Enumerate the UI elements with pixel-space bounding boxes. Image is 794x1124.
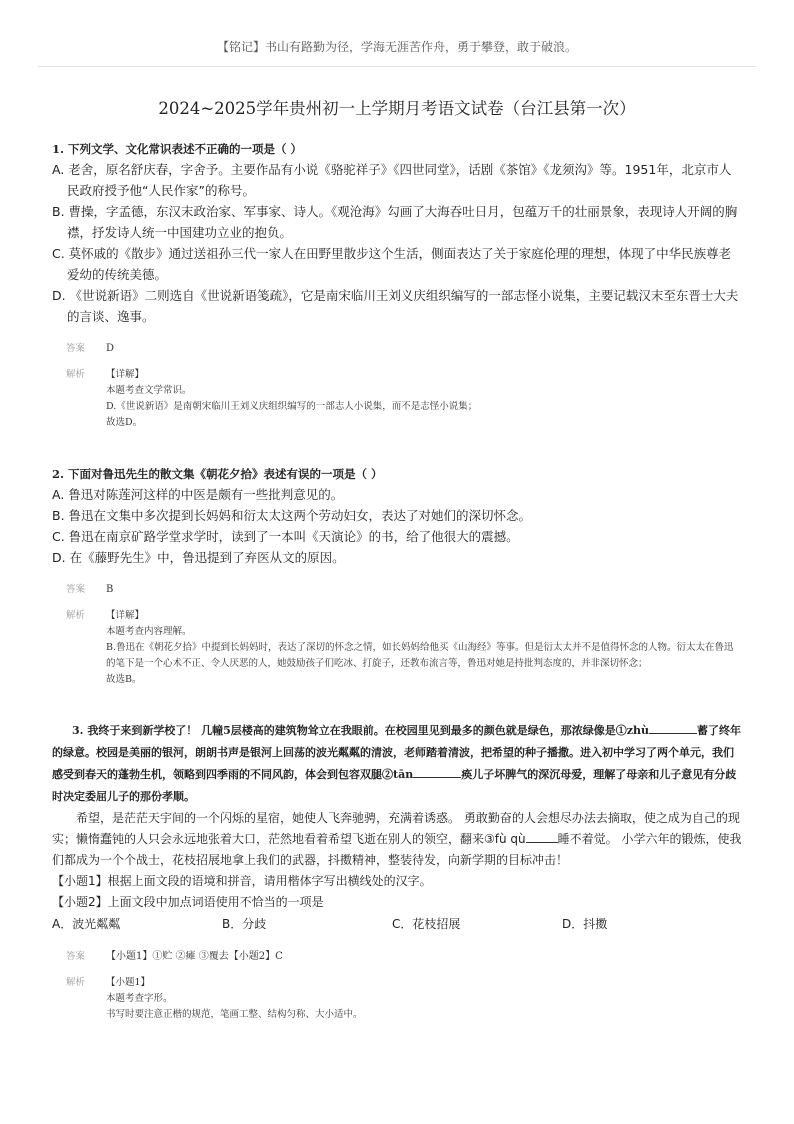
question-3-options xyxy=(52,913,742,935)
question-1-option-d: D. 《世说新语》二则选自《世说新语笺疏》，它是南宋临川王刘义庆组织编写的一部志怪小说集，主要记载汉末至东晋士大夫的言谈、逸事。 xyxy=(52,288,739,324)
analysis-line: 书写时要注意正楷的规范，笔画工整、结构匀称、大小适中。 xyxy=(106,1009,363,1020)
question-2-analysis xyxy=(66,608,742,688)
answer-blank xyxy=(526,830,558,843)
question-1-option-a: A. 老舍，原名舒庆春，字舍予。主要作品有小说《骆驼祥子》《四世同堂》，话剧《茶馆》《龙须沟》等。1951年，北京市人民政府授予他“人民作家”的称号。 xyxy=(52,162,732,198)
answer-value: D xyxy=(106,343,115,354)
question-3-answer xyxy=(66,949,742,965)
question-1-option-b: B. 曹操，字孟德，东汉末政治家、军事家、诗人。《观沧海》勾画了大海吞吐日月，包蕴万千的壮丽景象，表现诗人开阔的胸襟，抒发诗人统一中国建功立业的抱负。 xyxy=(52,204,738,240)
answer-value: B xyxy=(106,584,114,595)
question-2-answer-block xyxy=(66,582,742,688)
answer-blank xyxy=(649,721,697,734)
question-1-answer-block xyxy=(66,341,742,431)
exam-title: 2024~2025学年贵州初一上学期月考语文试卷（台江县第一次） xyxy=(158,99,636,118)
analysis-line: 【详解】 xyxy=(106,610,145,621)
analysis-line: 故选B。 xyxy=(106,674,142,685)
analysis-line: 【详解】 xyxy=(106,369,145,380)
question-2-option-b: B. 鲁迅在文集中多次提到长妈妈和衍太太这两个劳动妇女，表达了对她们的深切怀念。 xyxy=(52,508,532,523)
question-1-option-c: C. 莫怀戚的《散步》通过送祖孙三代一家人在田野里散步这个生活，侧面表达了关于家庭伦理的理想，体现了中华民族尊老爱幼的传统美德。 xyxy=(52,246,732,282)
question-2-option-d: D. 在《藤野先生》中，鲁迅提到了弃医从文的原因。 xyxy=(52,550,345,565)
question-3-sub-2: 【小题2】上面文段中加点词语使用不恰当的一项是 xyxy=(52,895,324,909)
question-3-option-d: D．抖擞 xyxy=(562,917,608,931)
header-motto: 【铭记】书山有路勤为径，学海无涯苦作舟，勇于攀登，敢于破浪。 xyxy=(216,40,577,54)
question-1-analysis xyxy=(66,367,742,431)
question-2 xyxy=(52,465,742,688)
analysis-line: B.鲁迅在《朝花夕拾》中提到长妈妈时，表达了深切的怀念之情，如长妈妈给他买《山海经》等事。但是衍太太并不是值得怀念的人物。衍太太在鲁迅的笔下是一个心术不正、令人厌恶的人，她鼓励孩子们吃冰、打旋子，还教布流言等，鲁迅对她是持批判态度的，并非深切怀念； xyxy=(106,642,734,669)
question-2-option-c: C. 鲁迅在南京矿路学堂求学时，读到了一本叫《天演论》的书，给了他很大的震撼。 xyxy=(52,529,519,544)
analysis-line: 本题考查文学常识。 xyxy=(106,385,192,396)
answer-label: 答案 xyxy=(66,951,86,962)
answer-label: 答案 xyxy=(66,343,86,354)
analysis-label: 解析 xyxy=(66,610,86,621)
question-3 xyxy=(52,720,742,1023)
answer-label: 答案 xyxy=(66,584,86,595)
analysis-line: 【小题1】 xyxy=(106,977,151,988)
question-1-answer xyxy=(66,341,742,357)
question-1 xyxy=(52,140,742,431)
question-3-option-a: A．波光粼粼 xyxy=(52,917,121,931)
question-3-option-b: B．分歧 xyxy=(222,917,267,931)
header-divider xyxy=(38,66,756,67)
analysis-label: 解析 xyxy=(66,977,86,988)
question-3-passage: 希望，是茫茫天宇间的一个闪烁的星宿，她使人飞奔驰骋，充满着诱惑。 勇敢勤奋的人会想尽办法去摘取，使之成为自己的现实；懒惰蠢钝的人只会永远地张着大口，茫然地看着希望飞逝在别人的领空，翻来③fù qù 睡不着觉。 小学六年的锻炼，使我们都成为一个个战士，花枝招展地拿上我们的武器，抖擞精神，整装待发，向新学期的目标冲击！ xyxy=(52,811,742,867)
question-3-answer-block xyxy=(66,949,742,1023)
answer-blank xyxy=(413,765,461,778)
analysis-line: 本题考查内容理解。 xyxy=(106,626,192,637)
question-3-intro: 3. 我终于来到新学校了！ 几幢5层楼高的建筑物耸立在我眼前。在校园里见到最多的颜色就是绿色，那浓绿像是①zhù 蓄了终年的绿意。校园是美丽的银河，朗朗书声是银河上回荡的波光粼粼的清波，老师踏着清波，把希望的种子播撒。进入初中学习了两个单元，我们感受到春天的蓬勃生机，领略到四季雨的不同风韵，体会到包容双腿②tān 痪儿子坏脾气的深沉母爱，理解了母亲和儿子意见有分歧时决定委屈儿子的那份孝顺。 xyxy=(52,720,742,808)
answer-value: 【小题1】①贮 ②瘫 ③覆去【小题2】C xyxy=(106,951,283,962)
exam-content xyxy=(52,140,742,1023)
analysis-line: 故选D。 xyxy=(106,417,143,428)
question-3-option-c: C．花枝招展 xyxy=(392,917,461,931)
question-2-option-a: A. 鲁迅对陈莲河这样的中医是颇有一些批判意见的。 xyxy=(52,487,344,502)
analysis-label: 解析 xyxy=(66,369,86,380)
question-3-analysis xyxy=(66,975,742,1023)
analysis-line: D.《世说新语》是南朝宋临川王刘义庆组织编写的一部志人小说集，而不是志怪小说集； xyxy=(106,401,478,412)
question-2-stem: 2. 下面对鲁迅先生的散文集《朝花夕拾》表述有误的一项是（ ） xyxy=(52,467,383,481)
question-1-stem: 1. 下列文学、文化常识表述不正确的一项是（ ） xyxy=(52,142,303,156)
question-2-answer xyxy=(66,582,742,598)
question-3-sub-1: 【小题1】根据上面文段的语境和拼音，请用楷体字写出横线处的汉字。 xyxy=(52,874,432,888)
analysis-line: 本题考查字形。 xyxy=(106,993,173,1004)
